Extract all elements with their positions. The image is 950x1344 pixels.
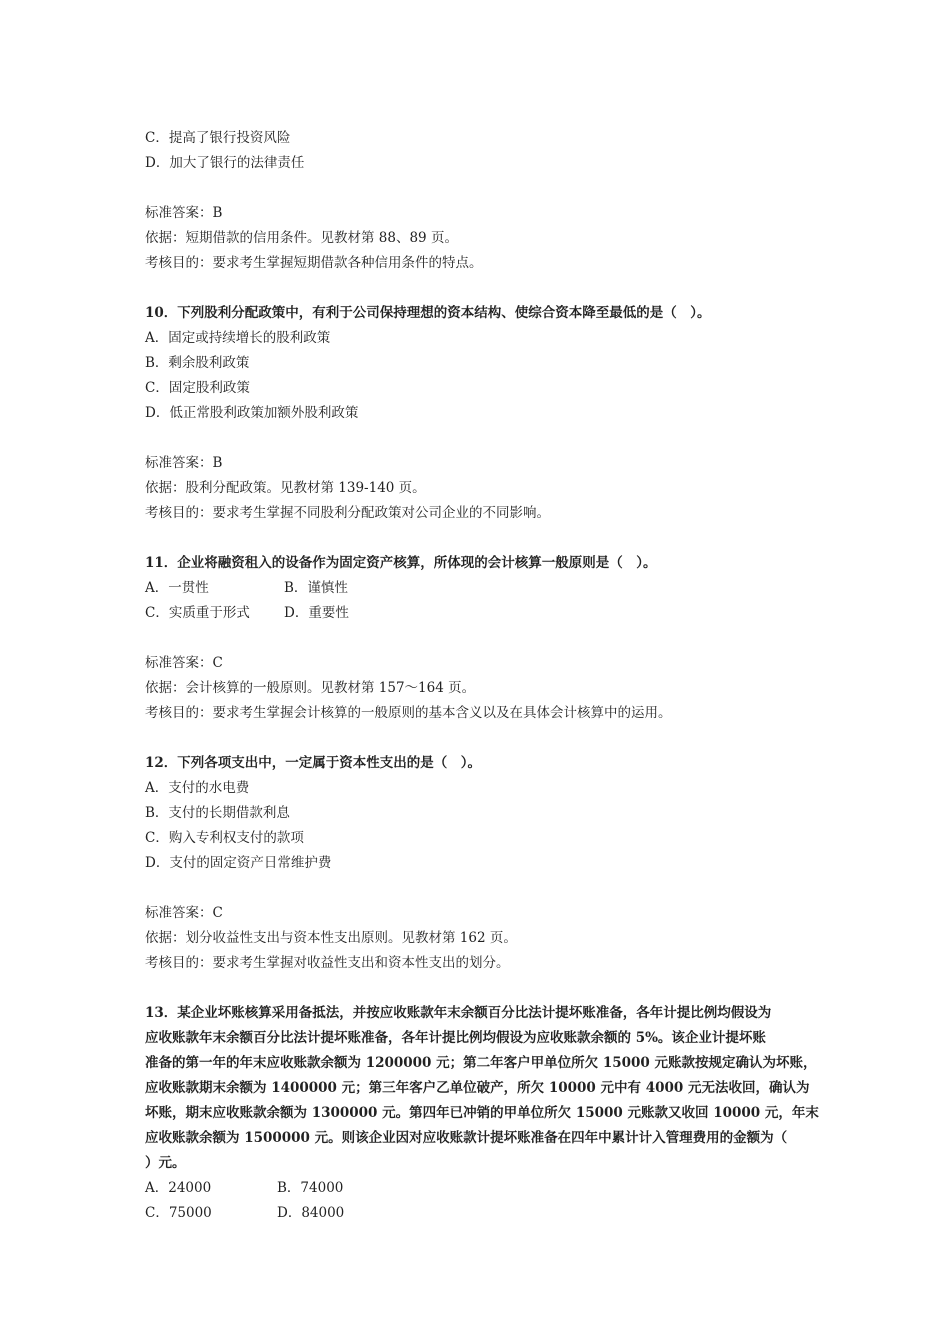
q12-basis: 依据：划分收益性支出与资本性支出原则。见教材第 162 页。	[145, 930, 517, 946]
q11-option-a: A．一贯性	[145, 580, 209, 596]
q13-options-row-2	[145, 1201, 817, 1226]
option-c: C．提高了银行投资风险	[145, 130, 291, 146]
question-13-line-2: 应收账款年末余额百分比法计提坏账准备，各年计提比例均假设为应收账款余额的 5%。该企业计提坏账	[145, 1030, 766, 1046]
option-d: D．加大了银行的法律责任	[145, 155, 305, 171]
q11-options-row-1	[145, 576, 817, 601]
answer-basis: 依据：短期借款的信用条件。见教材第 88、89 页。	[145, 230, 458, 246]
question-13-line-6: 应收账款余额为 1500000 元。则该企业因对应收账款计提坏账准备在四年中累计计入管理费用的金额为（	[145, 1130, 788, 1146]
q10-option-d: D．低正常股利政策加额外股利政策	[145, 405, 359, 421]
assessment-purpose: 考核目的：要求考生掌握短期借款各种信用条件的特点。	[145, 255, 483, 271]
q13-option-b: B．74000	[277, 1180, 344, 1196]
question-12: 12．下列各项支出中，一定属于资本性支出的是（ ）。	[145, 755, 482, 771]
q13-options-row-1	[145, 1176, 817, 1201]
question-10: 10．下列股利分配政策中，有利于公司保持理想的资本结构、使综合资本降至最低的是（ ）。	[145, 305, 711, 321]
q11-option-c: C．实质重于形式	[145, 605, 250, 621]
question-11: 11．企业将融资租入的设备作为固定资产核算，所体现的会计核算一般原则是（ ）。	[145, 555, 657, 571]
question-13-line-1: 13．某企业坏账核算采用备抵法，并按应收账款年末余额百分比法计提坏账准备，各年计提比例均假设为	[145, 1005, 772, 1021]
q10-purpose: 考核目的：要求考生掌握不同股利分配政策对公司企业的不同影响。	[145, 505, 550, 521]
question-13-line-3: 准备的第一年的年末应收账款余额为 1200000 元；第二年客户甲单位所欠 15000 元账款按规定确认为坏账，	[145, 1055, 817, 1071]
question-13-line-4: 应收账款期末余额为 1400000 元；第三年客户乙单位破产，所欠 10000 元中有 4000 元无法收回，确认为	[145, 1080, 810, 1096]
standard-answer: 标准答案：B	[145, 205, 223, 221]
q11-option-d: D．重要性	[284, 605, 349, 621]
q10-option-b: B．剩余股利政策	[145, 355, 250, 371]
document-content	[145, 126, 817, 1226]
q10-option-c: C．固定股利政策	[145, 380, 250, 396]
q13-option-d: D．84000	[277, 1205, 345, 1221]
q11-options-row-2	[145, 601, 817, 626]
q11-option-b: B．谨慎性	[284, 580, 348, 596]
q11-basis: 依据：会计核算的一般原则。见教材第 157～164 页。	[145, 680, 476, 696]
q13-option-a: A．24000	[145, 1180, 212, 1196]
q12-option-a: A．支付的水电费	[145, 780, 250, 796]
q10-basis: 依据：股利分配政策。见教材第 139-140 页。	[145, 480, 426, 496]
q10-option-a: A．固定或持续增长的股利政策	[145, 330, 331, 346]
q10-standard-answer: 标准答案：B	[145, 455, 223, 471]
q12-option-c: C．购入专利权支付的款项	[145, 830, 304, 846]
q11-standard-answer: 标准答案：C	[145, 655, 223, 671]
q12-purpose: 考核目的：要求考生掌握对收益性支出和资本性支出的划分。	[145, 955, 510, 971]
q12-standard-answer: 标准答案：C	[145, 905, 223, 921]
question-13-line-5: 坏账，期末应收账款余额为 1300000 元。第四年已冲销的甲单位所欠 15000 元账款又收回 10000 元，年末	[145, 1105, 819, 1121]
question-13-line-7: ）元。	[145, 1155, 186, 1171]
q11-purpose: 考核目的：要求考生掌握会计核算的一般原则的基本含义以及在具体会计核算中的运用。	[145, 705, 672, 721]
q12-option-b: B．支付的长期借款利息	[145, 805, 290, 821]
q13-option-c: C．75000	[145, 1205, 212, 1221]
q12-option-d: D．支付的固定资产日常维护费	[145, 855, 332, 871]
